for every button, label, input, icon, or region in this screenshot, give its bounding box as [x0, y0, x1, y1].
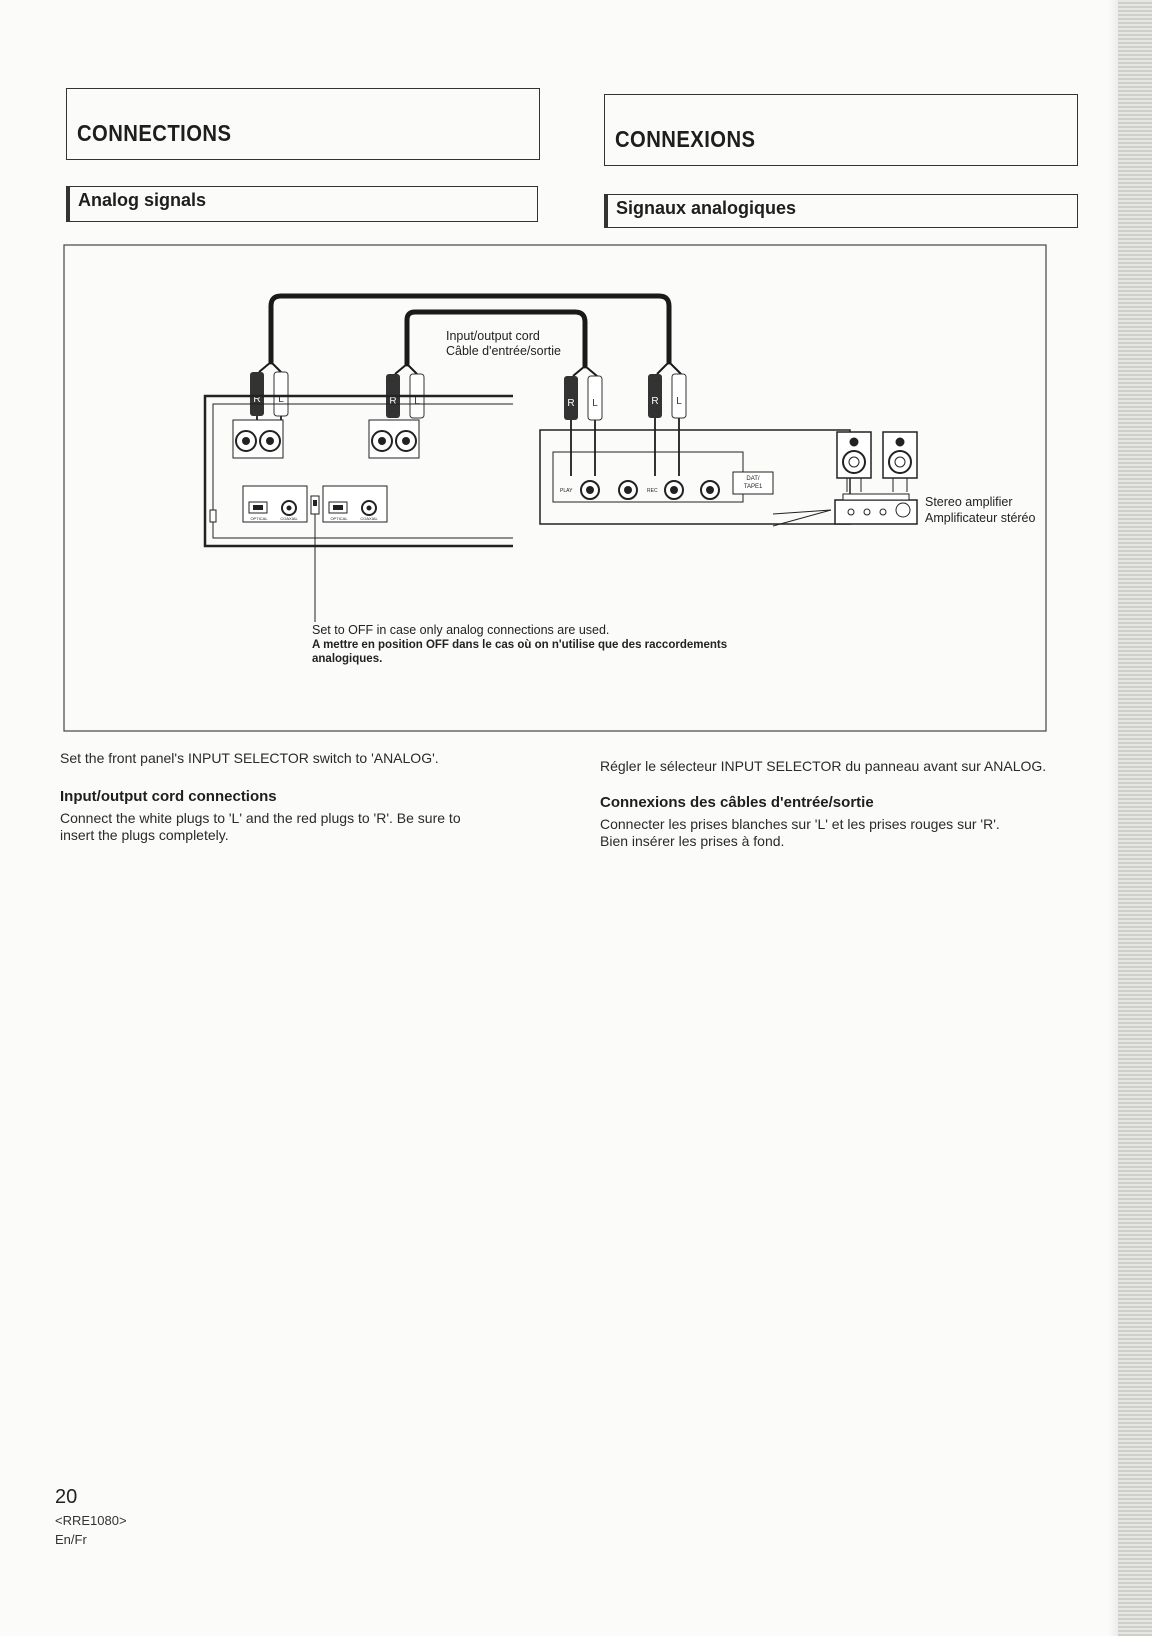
page-number: 20 [55, 1486, 78, 1508]
amp-label-fr: Amplificateur stéréo [925, 511, 1036, 525]
page-edge-gradient [1108, 0, 1118, 1636]
plug-l-label: L [414, 396, 420, 407]
svg-text:OPTICAL: OPTICAL [250, 516, 268, 521]
svg-text:OPTICAL: OPTICAL [330, 516, 348, 521]
switch-note-en: Set to OFF in case only analog connections are used. [312, 623, 610, 637]
speaker-left [837, 432, 871, 492]
language-code: En/Fr [55, 1532, 87, 1547]
page-edge-shadow [1118, 0, 1152, 1636]
section-title-fr: CONNEXIONS [615, 126, 756, 152]
doc-code: <RRE1080> [55, 1513, 127, 1528]
cord-text-en-1: Connect the white plugs to 'L' and the red plugs to 'R'. Be sure to [60, 810, 461, 826]
plug-r-label: R [253, 394, 261, 405]
plug-r-label: R [567, 398, 575, 409]
connection-diagram [63, 244, 1047, 732]
subsection-title-en: Analog signals [78, 190, 207, 210]
amp-label-en: Stereo amplifier [925, 495, 1013, 509]
cord-text-fr-1: Connecter les prises blanches sur 'L' et les prises rouges sur 'R'. [600, 816, 1000, 832]
section-title-box-fr [604, 94, 1078, 166]
cd-analog-out-jacks [233, 420, 283, 458]
plug-r-label: R [389, 396, 397, 407]
cable-branches [259, 362, 681, 376]
cord-label-en: Input/output cord [446, 329, 540, 343]
jack-rec-label: REC [647, 488, 658, 494]
subsection-title-box-en [66, 186, 538, 222]
cd-analog-in-jacks [369, 420, 419, 458]
svg-text:COAXIAL: COAXIAL [360, 516, 378, 521]
dat-label-2: TAPE1 [743, 484, 763, 490]
cord-text-en-2: insert the plugs completely. [60, 827, 229, 843]
cord-heading-en: Input/output cord connections [60, 788, 277, 805]
section-title-en: CONNECTIONS [77, 120, 232, 146]
plug-l-label: L [676, 396, 682, 407]
dat-label-1: DAT/ [746, 476, 760, 482]
cord-heading-fr: Connexions des câbles d'entrée/sortie [600, 794, 874, 811]
switch-note-fr-2: analogiques. [312, 653, 383, 665]
switch-note-fr-1: A mettre en position OFF dans le cas où on n'utilise que des raccordements [312, 639, 728, 651]
amplifier-rear-panel [540, 430, 850, 524]
stereo-amplifier-icon [835, 494, 917, 524]
cord-label-fr: Câble d'entrée/sortie [446, 344, 561, 358]
diagram-frame [64, 245, 1046, 731]
plug-l-label: L [278, 394, 284, 405]
cd-player-rear-panel [205, 396, 513, 546]
plug-group-amp-rec [648, 374, 686, 476]
jack-play-label: PLAY [560, 488, 573, 494]
subsection-title-fr: Signaux analogiques [616, 198, 797, 218]
plug-r-label: R [651, 396, 659, 407]
plug-l-label: L [592, 398, 598, 409]
instruction-fr: Régler le sélecteur INPUT SELECTOR du panneau avant sur ANALOG. [600, 758, 1047, 774]
subsection-title-box-fr [604, 194, 1078, 228]
section-title-box-en [66, 88, 540, 160]
speaker-right [883, 432, 917, 492]
cord-text-fr-2: Bien insérer les prises à fond. [600, 833, 785, 849]
svg-text:COAXIAL: COAXIAL [280, 516, 298, 521]
instruction-en: Set the front panel's INPUT SELECTOR switch to 'ANALOG'. [60, 750, 439, 766]
plug-group-amp-play [564, 376, 602, 476]
